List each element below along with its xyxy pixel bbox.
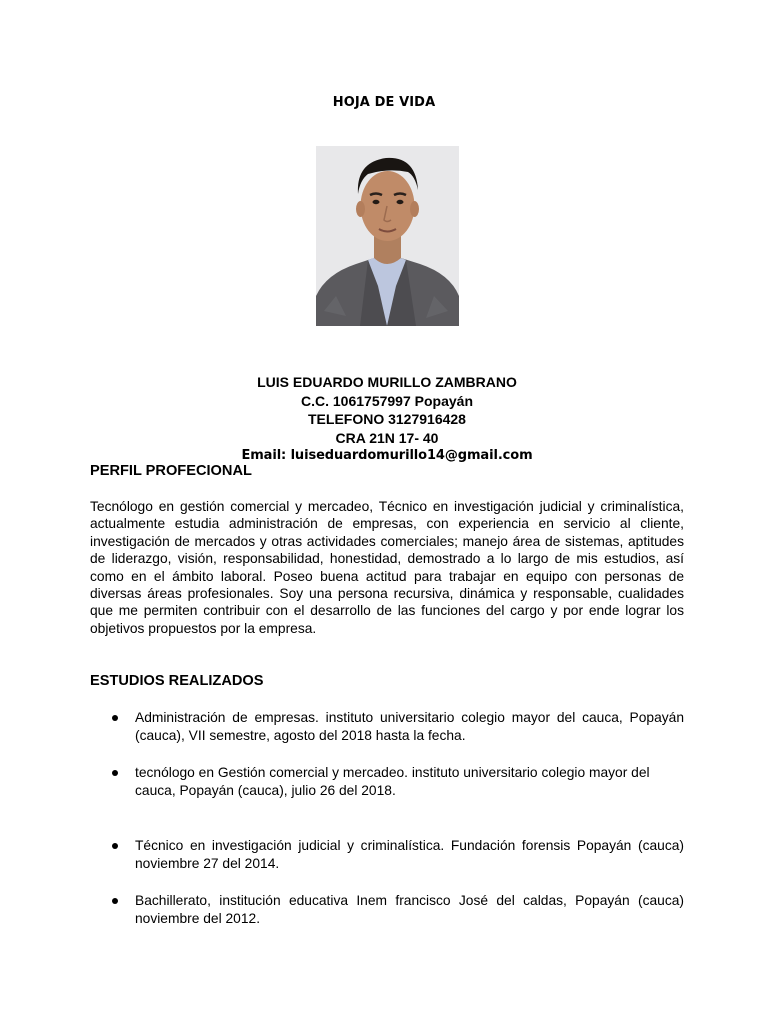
contact-block <box>0 373 768 466</box>
bullet-icon <box>112 843 118 849</box>
study-text: Bachillerato, institución educativa Inem francisco José del caldas, Popayán (cauca) noviembre del 2012. <box>135 893 684 926</box>
studies-heading: ESTUDIOS REALIZADOS <box>90 673 264 689</box>
phone-number: TELEFONO 3127916428 <box>308 411 466 428</box>
profile-text: Tecnólogo en gestión comercial y mercadeo, Técnico en investigación judicial y criminalística, actualmente estudia administración de empresas, con experiencia en servicio al cliente, investigación de mercados y otras actividades comerciales; manejo área de sistemas, aptitudes de liderazgo, visión, responsabilidad, honestidad, demostrado a lo largo de mis estudios, así como en el ámbito laboral. Poseo buena actitud para trabajar en equipo con personas de diversas áreas profesionales. Soy una persona recursiva, dinámica y responsable, cualidades que me permiten contribuir con el desarrollo de las funciones del cargo y por ende lograr los objetivos propuestos por la empresa. <box>90 499 684 636</box>
page-title: HOJA DE VIDA <box>332 95 436 110</box>
study-text: Administración de empresas. instituto universitario colegio mayor del cauca, Popayán (cauca), VII semestre, agosto del 2018 hasta la fecha. <box>135 710 684 743</box>
id-number: C.C. 1061757997 Popayán <box>301 392 473 409</box>
study-text: Técnico en investigación judicial y criminalística. Fundación forensis Popayán (cauca) noviembre 27 del 2014. <box>135 838 684 871</box>
bullet-icon <box>112 770 118 776</box>
study-text: tecnólogo en Gestión comercial y mercadeo. instituto universitario colegio mayor del cauca, Popayán (cauca), julio 26 del 2018. <box>135 765 650 798</box>
list-item <box>135 764 675 800</box>
list-item <box>135 709 684 745</box>
profile-photo <box>316 146 459 326</box>
bullet-icon <box>112 715 118 721</box>
profile-heading: PERFIL PROFECIONAL <box>90 463 252 479</box>
full-name: LUIS EDUARDO MURILLO ZAMBRANO <box>257 374 517 390</box>
email: Email: luiseduardomurillo14@gmail.com <box>241 448 533 464</box>
address: CRA 21N 17- 40 <box>335 429 439 446</box>
bullet-icon <box>112 898 118 904</box>
list-item <box>135 837 684 873</box>
list-item <box>135 892 684 928</box>
